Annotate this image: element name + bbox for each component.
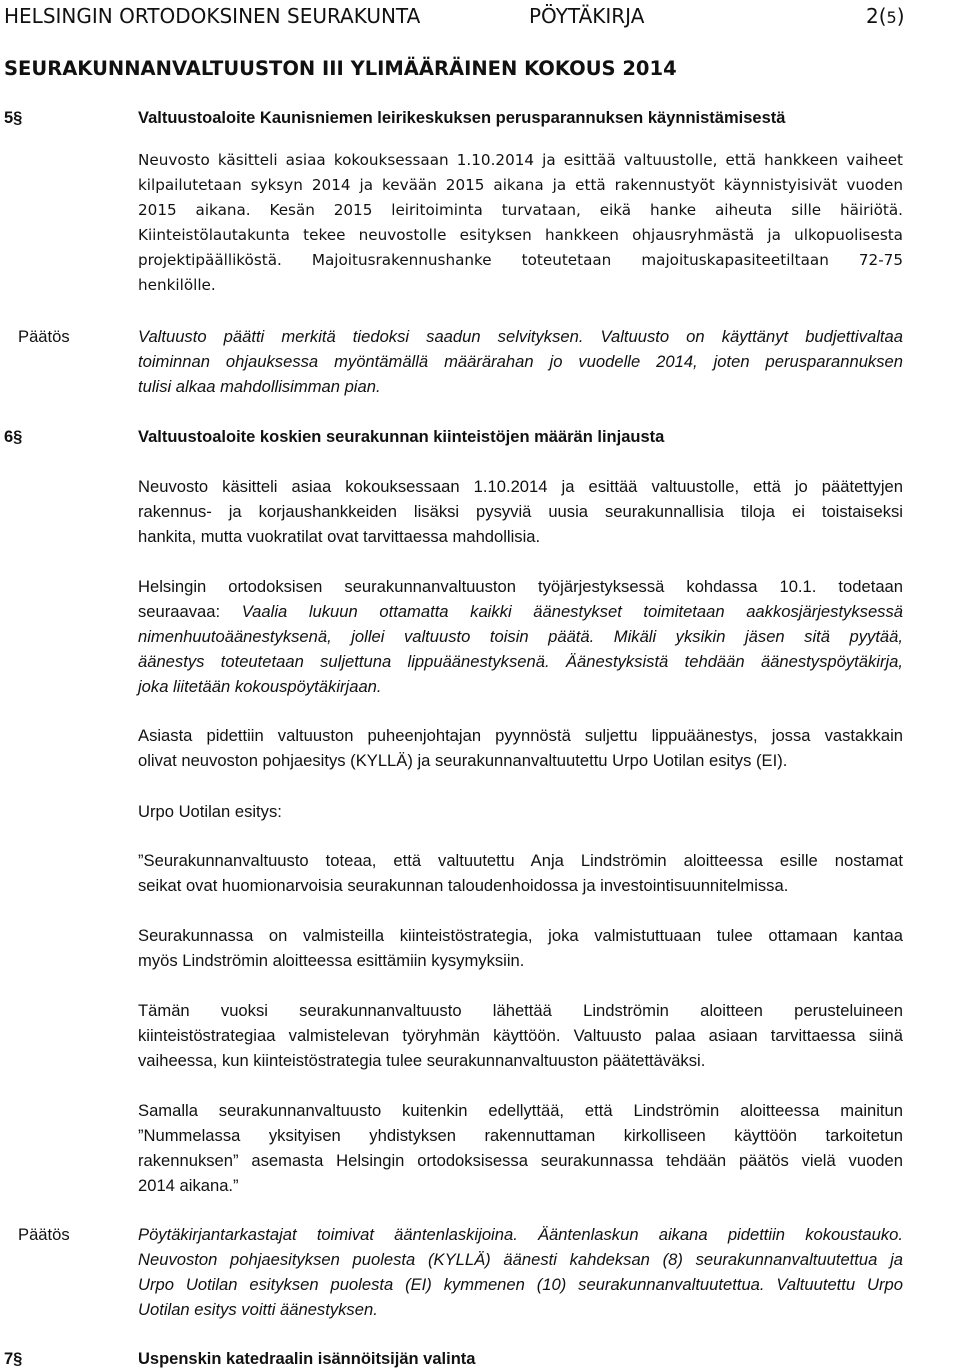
- section-paragraph: Urpo Uotilan esitys:: [138, 802, 282, 821]
- decision-text: Pöytäkirjantarkastajat toimivat ääntenlaskijoina. Ääntenlaskun aikana pidettiin kokoustauko. Neuvoston pohjaesityksen puolesta (KYLLÄ) äänesti kahdeksan (8) seurakunnanvaltuutettua ja Urpo Uotilan esityksen puolesta (EI) kymmenen (10) seurakunnanvaltuutettua. Valtuutettu Urpo Uotilan esitys voitti äänestyksen.: [138, 1225, 903, 1319]
- section-paragraph: Neuvosto käsitteli asiaa kokouksessaan 1.10.2014 ja esittää valtuustolle, että hankkeen vaiheet kilpailutetaan syksyn 2014 ja kevään 2015 aikana ja että rakennustyöt käynnistyisivät vuoden 2015 aikana. Kesän 2015 leiritoiminta turvataan, eikä hanke aiheuta sille häiriötä. Kiinteistölautakunta tekee neuvostolle esityksen hankkeen ohjausryhmästä ja ulkopuolisesta projektipäälliköstä. Majoitusrakennushanke toteutetaan majoituskapasiteetiltaan 72-75 henkilölle.: [138, 151, 903, 294]
- section-number: 5§: [4, 109, 23, 127]
- section-paragraph: Helsingin ortodoksisen seurakunnanvaltuuston työjärjestyksessä kohdassa 10.1. todetaan seuraavaa: Vaalia lukuun ottamatta kaikki äänestykset toimitetaan aakkosjärjestyksessä nimenhuutoäänestyksenä, jollei valtuusto toisin päätä. Mikäli yksikin jäsen sitä pyytää, äänestys toteutetaan suljettuna lippuäänestyksenä. Äänestyksistä tehdään äänestyspöytäkirja, joka liitetään kokouspöytäkirjaan.: [138, 577, 903, 696]
- quoted-proposal: ”Seurakunnanvaltuusto toteaa, että valtuutettu Anja Lindströmin aloitteessa esille nostamat seikat ovat huomionarvoisia seurakunnan taloudenhoidossa ja investointisuunnitelmissa.: [138, 851, 903, 895]
- section-number: 7§: [4, 1350, 23, 1368]
- section-paragraph: Asiasta pidettiin valtuuston puheenjohtajan pyynnöstä suljettu lippuäänestys, jossa vastakkain olivat neuvoston pohjaesitys (KYLLÄ) ja seurakunnanvaltuutettu Urpo Uotilan esitys (EI).: [138, 726, 903, 770]
- document-type: PÖYTÄKIRJA: [529, 4, 645, 28]
- section-paragraph: Neuvosto käsitteli asiaa kokouksessaan 1.10.2014 ja esittää valtuustolle, että jo päätettyjen rakennus- ja korjaushankkeiden lisäksi pysyviä uusia seurakunnallisia tiloja ei toistaiseksi hankita, mutta vuokratilat ovat tarvittaessa mahdollisia.: [138, 477, 903, 546]
- quoted-proposal: Samalla seurakunnanvaltuusto kuitenkin edellyttää, että Lindströmin aloitteessa mainitun ”Nummelassa yksityisen yhdistyksen rakennuttaman kirkolliseen käyttöön tarkoitetun rakennuksen” asemasta Helsingin ortodoksisessa seurakunnassa tehdään päätös vielä vuoden 2014 aikana.”: [138, 1101, 903, 1195]
- decision-text: Valtuusto päätti merkitä tiedoksi saadun selvityksen. Valtuusto on käyttänyt budjettivaltaa toiminnan ohjauksessa myöntämällä määrärahan jo vuodelle 2014, joten perusparannuksen tulisi alkaa mahdollisimman pian.: [138, 327, 903, 396]
- section-title: Uspenskin katedraalin isännöitsijän valinta: [138, 1350, 476, 1368]
- quoted-proposal: Tämän vuoksi seurakunnanvaltuusto lähettää Lindströmin aloitteen perusteluineen kiinteistöstrategiaa valmistelevan työryhmän käyttöön. Valtuusto palaa asiaan tarvittaessa siinä vaiheessa, kun kiinteistöstrategia tulee seurakunnanvaltuuston päätettäväksi.: [138, 1001, 903, 1070]
- organization-name: HELSINGIN ORTODOKSINEN SEURAKUNTA: [4, 4, 421, 28]
- quoted-proposal: Seurakunnassa on valmisteilla kiinteistöstrategia, joka valmistuttuaan tulee ottamaan kantaa myös Lindströmin aloitteessa esittämiin kysymyksiin.: [138, 926, 903, 970]
- decision-label: Päätös: [18, 327, 70, 346]
- section-title: Valtuustoaloite koskien seurakunnan kiinteistöjen määrän linjausta: [138, 428, 665, 446]
- meeting-title: SEURAKUNNANVALTUUSTON III YLIMÄÄRÄINEN KOKOUS 2014: [4, 57, 677, 80]
- section-title: Valtuustoaloite Kaunisniemen leirikeskuksen perusparannuksen käynnistämisestä: [138, 109, 786, 127]
- decision-label: Päätös: [18, 1225, 70, 1244]
- page-number: 2(5): [866, 4, 905, 28]
- section-number: 6§: [4, 428, 23, 446]
